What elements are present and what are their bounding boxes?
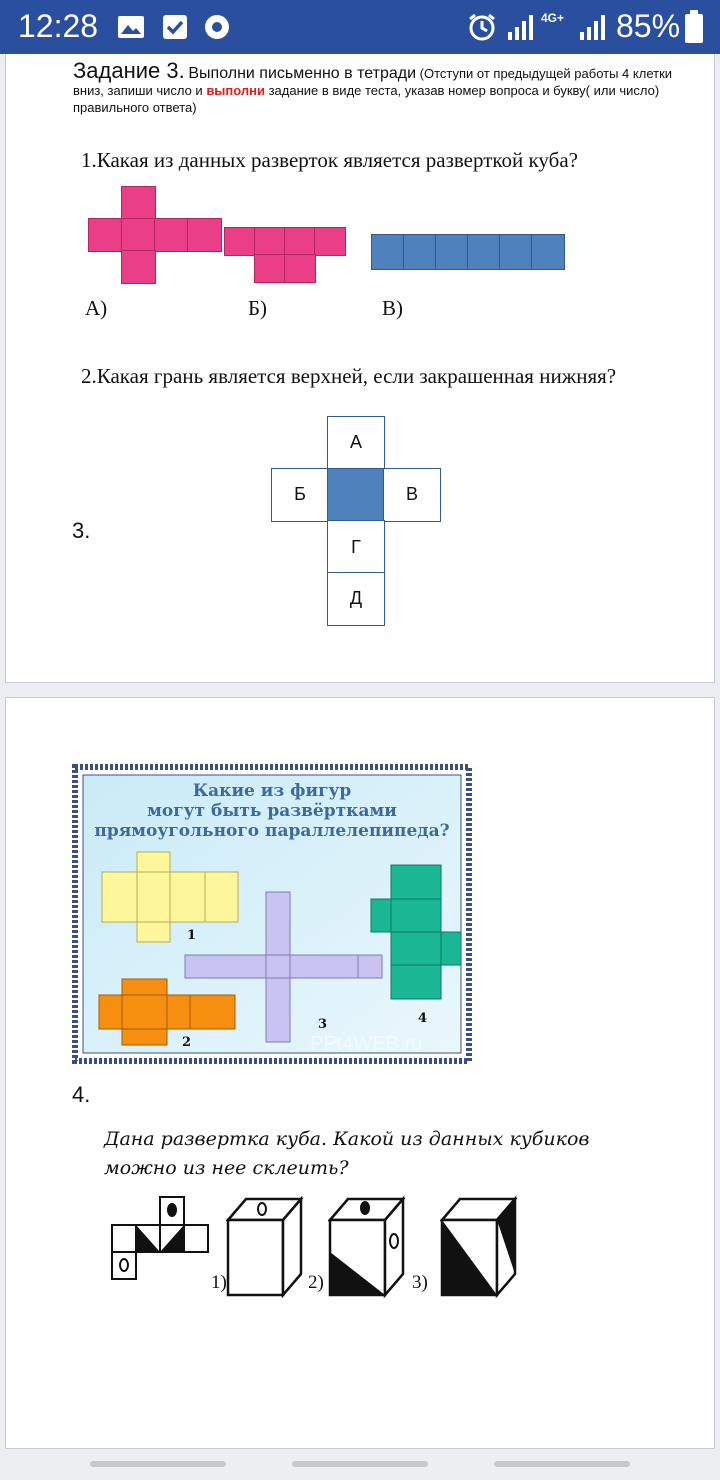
parallelepiped-poster: [72, 764, 472, 1064]
nav-back[interactable]: [494, 1461, 630, 1467]
poster-title-2: могут быть развёртками: [147, 801, 397, 821]
task-title: Задание 3.: [73, 58, 185, 83]
shield-icon: [202, 12, 232, 42]
cube-option-1-label: 1): [211, 1272, 227, 1293]
figure-2-label: 2: [182, 1035, 192, 1050]
figure-4-label: 4: [418, 1011, 428, 1026]
task-note-end: задание в виде теста, указав номер вопроса и букву( или число) правильного ответа): [73, 83, 660, 115]
cube-option-3-label: 3): [412, 1272, 428, 1293]
network-type: 4G+: [541, 11, 565, 25]
checkbox-icon: [160, 12, 190, 42]
task-note-highlight: выполни: [206, 83, 265, 98]
document-page-1[interactable]: [5, 54, 715, 683]
battery-icon: [684, 10, 704, 44]
battery-level: 85%: [616, 8, 681, 44]
cube-option-3: [440, 1196, 520, 1301]
question4-line1: Дана развертка куба. Какой из данных кубиков: [104, 1128, 590, 1150]
question4-line2: можно из нее склеить?: [104, 1157, 349, 1179]
option-c-label: В): [382, 296, 403, 320]
face-v: В: [383, 468, 441, 522]
figure-3-label: 3: [318, 1017, 328, 1032]
item-number-4: 4.: [72, 1082, 91, 1107]
option-a-label: А): [85, 296, 108, 320]
document-page-2[interactable]: [5, 697, 715, 1449]
option-b-label: Б): [248, 296, 268, 320]
poster-title-1: Какие из фигур: [192, 781, 352, 801]
face-bottom-shaded: [327, 468, 385, 522]
face-d: Д: [327, 572, 385, 626]
face-g: Г: [327, 520, 385, 574]
cube-option-1: [226, 1196, 306, 1301]
image-icon: [116, 12, 146, 42]
cube-net-drawing: [110, 1194, 220, 1284]
clock: 12:28: [18, 8, 99, 44]
cube-option-2-label: 2): [308, 1272, 324, 1293]
navigation-bar: [0, 1449, 720, 1480]
poster-watermark: PPt4WEB.ru: [310, 1033, 423, 1055]
status-bar: [0, 0, 720, 54]
task3-header: [73, 58, 673, 116]
poster-title-3: прямоугольного параллелепипеда?: [94, 821, 450, 841]
cube-option-2: [328, 1196, 408, 1301]
face-a: А: [327, 416, 385, 470]
signal-icon: [506, 12, 534, 42]
question1-text: 1.Какая из данных разверток является разверткой куба?: [81, 148, 578, 172]
nav-recent-apps[interactable]: [90, 1461, 226, 1467]
task-note: (Отступи от предыдущей работы 4 клетки вниз, запиши число и: [73, 66, 673, 98]
alarm-icon: [466, 12, 498, 42]
task-instruction: Выполни письменно в тетради: [188, 65, 417, 82]
face-b: Б: [271, 468, 329, 522]
item-number-3: 3.: [72, 518, 91, 543]
figure-1-label: 1: [187, 928, 197, 943]
nav-home[interactable]: [292, 1461, 428, 1467]
signal-icon: [578, 12, 606, 42]
question2-text: 2.Какая грань является верхней, если закрашенная нижняя?: [81, 364, 617, 388]
